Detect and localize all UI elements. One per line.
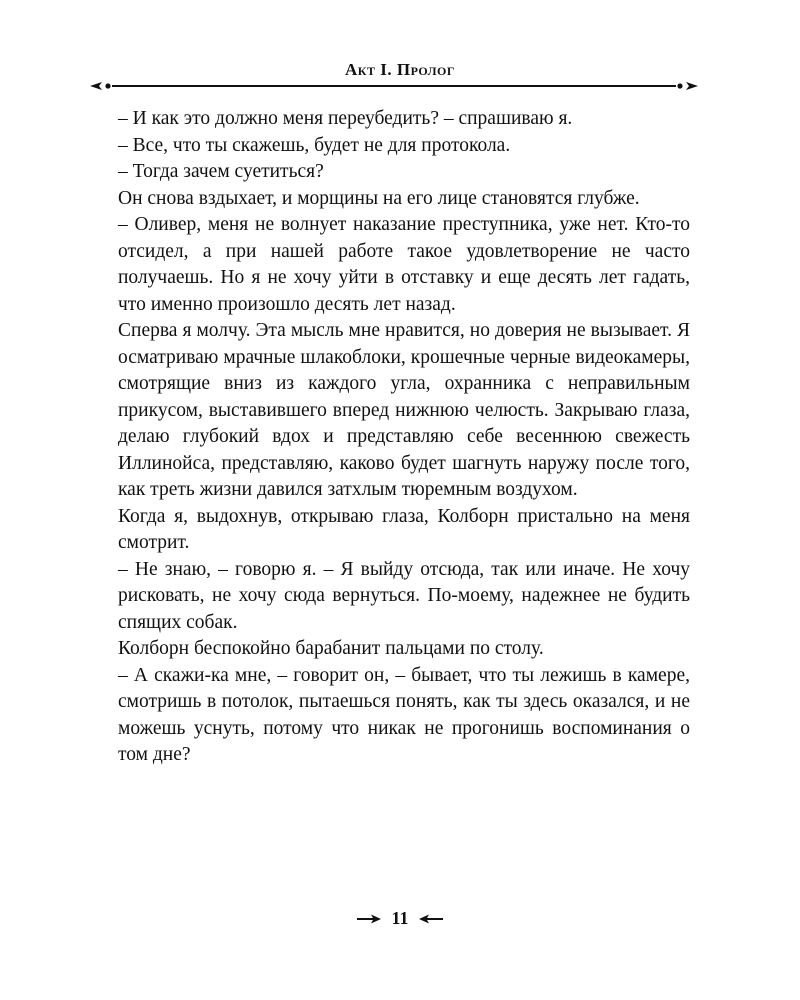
- folio: [0, 908, 800, 932]
- running-head: Акт I. Пролог: [345, 60, 455, 79]
- page-number: 11: [391, 908, 409, 928]
- right-arrow-ornament-icon: [417, 913, 445, 925]
- rule-left-ornament: [90, 82, 102, 90]
- rule-right-ornament: [686, 82, 698, 90]
- rule-left-dot: [105, 83, 110, 88]
- rule-right-dot: [677, 83, 682, 88]
- paragraph: – А скажи-ка мне, – говорит он, – бывает, что ты лежишь в камере, смотришь в потолок, пытаешься понять, как ты здесь оказался, и не можешь уснуть, потому что никак не прогонишь воспоминания о том дне?: [118, 664, 690, 765]
- header-ornamental-rule: [88, 78, 700, 94]
- paragraph: – Тогда зачем суетиться?: [118, 161, 324, 182]
- paragraph: Он снова вздыхает, и морщины на его лице становятся глубже.: [118, 187, 640, 209]
- left-arrow-ornament-icon: [355, 913, 383, 925]
- paragraph: – И как это должно меня переубедить? – спрашиваю я.: [118, 108, 573, 129]
- paragraph: Колборн беспокойно барабанит пальцами по столу.: [118, 638, 544, 659]
- paragraph: Сперва я молчу. Эта мысль мне нравится, но доверия не вызывает. Я осматриваю мрачные шлакоблоки, крошечные черные видеокамеры, смотрящие вниз из каждого угла, охранника с неправильным прикусом, выставившего вперед нижнюю челюсть. Закрываю глаза, делаю глубокий вдох и представляю себе весеннюю свежесть Иллинойса, представляю, каково будет шагнуть наружу после того, как треть жизни давился затхлым тюремным воздухом.: [118, 320, 690, 500]
- paragraph: – Все, что ты скажешь, будет не для протокола.: [118, 134, 511, 156]
- paragraph: Когда я, выдохнув, открываю глаза, Колборн пристально на меня смотрит.: [118, 505, 690, 553]
- paragraph: – Не знаю, – говорю я. – Я выйду отсюда, так или иначе. Не хочу рисковать, не хочу сюда вернуться. По-моему, надежнее не будить спящих собак.: [118, 558, 690, 633]
- body-text: [118, 106, 690, 769]
- paragraph: – Оливер, меня не волнует наказание преступника, уже нет. Кто-то отсидел, а при нашей работе такое удовлетворение не часто получаешь. Но я не хочу уйти в отставку и еще десять лет гадать, что именно произошло десять лет назад.: [118, 214, 690, 315]
